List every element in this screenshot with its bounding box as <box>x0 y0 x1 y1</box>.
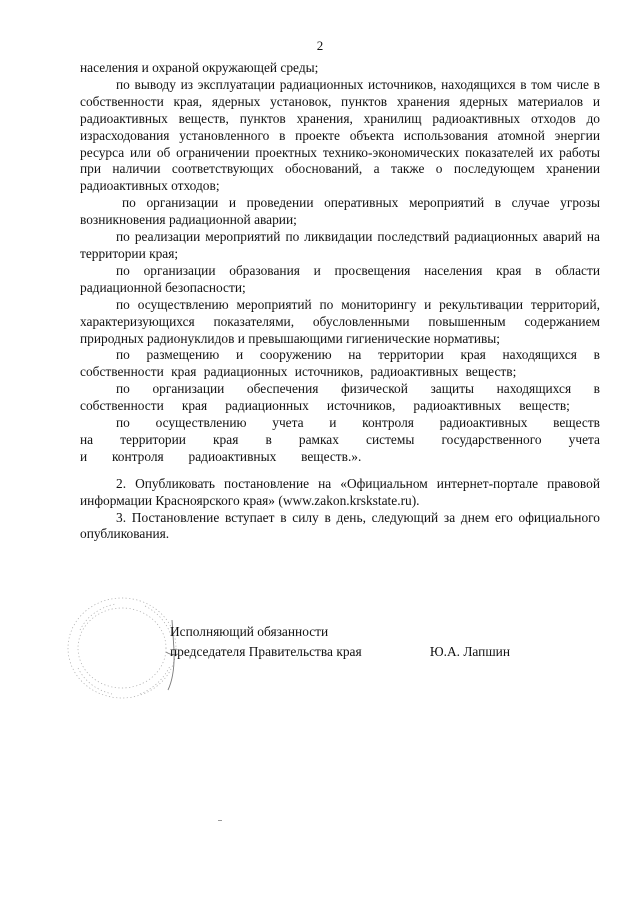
paragraph-accounting-control: по осуществлению учета и контроля радиоактивных веществ на территории края в рамках системы государственного учета и контроля радиоактивных веществ.». <box>80 415 600 464</box>
paragraph-continuation: населения и охраной окружающей среды; <box>80 60 319 75</box>
paragraph-accident-liquidation: по реализации мероприятий по ликвидации последствий радиационных аварий на территории края; <box>80 229 600 261</box>
document-body <box>80 60 600 543</box>
paragraph-monitoring: по осуществлению мероприятий по мониторингу и рекультивации территорий, характеризующихся показателями, обусловленными повышенным содержанием природных радионуклидов и превышающими гигиенические нормативы; <box>80 296 600 346</box>
signatory-row <box>170 642 530 662</box>
paragraph-education: по организации образования и просвещения населения края в области радиационной безопасности; <box>80 262 600 295</box>
signatory-name: Ю.А. Лапшин <box>429 644 510 659</box>
paragraph-entry-into-force: 3. Постановление вступает в силу в день, следующий за днем его официального опубликования. <box>80 509 600 542</box>
paragraph-publication: 2. Опубликовать постановление на «Официальном интернет-портале правовой информации Красноярского края» (www.zakon.krskstate.ru). <box>80 475 600 508</box>
signatory-title-line2: председателя Правительства края <box>170 644 362 659</box>
scan-mark <box>218 820 222 821</box>
signature-block <box>170 622 530 662</box>
paragraph-placement: по размещению и сооружению на территории края находящихся в собственности края радиационных источников, радиоактивных веществ; <box>80 347 600 380</box>
paragraph-decommissioning: по выводу из эксплуатации радиационных источников, находящихся в том числе в собственности края, ядерных установок, пунктов хранения ядерных материалов и радиоактивных веществ, пунктов хранения, хранилищ радиоактивных отходов до израсходования установленного в проекте объекта использования атомной энергии ресурса или об ограничении проектных технико-экономических показателей их работы при наличии соответствующих обоснований, а также о последующем хранении радиоактивных отходов; <box>80 76 600 194</box>
signatory-title-line1: Исполняющий обязанности <box>170 624 329 639</box>
paragraph-emergency-measures: по организации и проведении оперативных мероприятий в случае угрозы возникновения радиационной аварии; <box>80 195 600 228</box>
paragraph-physical-protection: по организации обеспечения физической защиты находящихся в собственности края радиационных источников, радиоактивных веществ; <box>80 381 600 414</box>
page-number: 2 <box>316 38 324 53</box>
